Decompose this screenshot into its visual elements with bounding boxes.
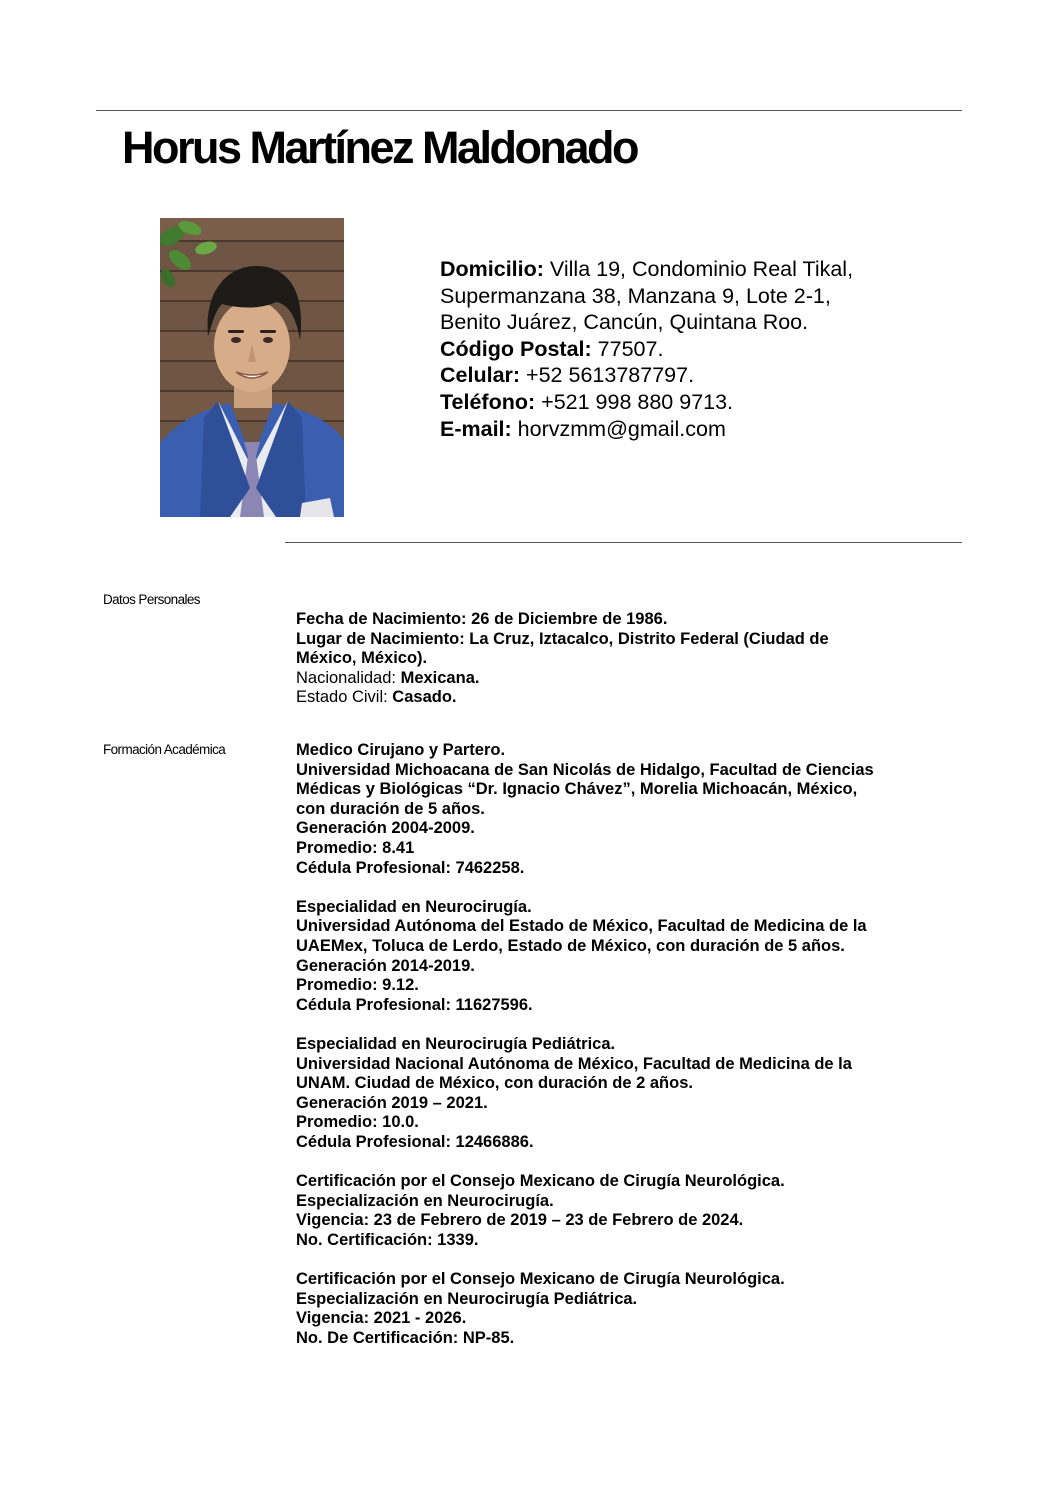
postal-code-value: 77507. [597,336,664,361]
entry-line: Vigencia: 23 de Febrero de 2019 – 23 de Febrero de 2024. [296,1211,744,1230]
academic-entry [296,1172,886,1250]
entry-line: Generación 2004-2009. [296,819,475,838]
entry-line: Especialidad en Neurocirugía Pediátrica. [296,1034,616,1053]
entry-line: Universidad Michoacana de San Nicolás de Hidalgo, Facultad de Ciencias Médicas y Biológicas “Dr. Ignacio Chávez”, Morelia Michoacán, México, con duración de 5 años. [296,760,874,818]
civil-status-row [296,688,886,708]
entry-line: Certificación por el Consejo Mexicano de Cirugía Neurológica. [296,1172,785,1191]
academic-entry [296,1035,886,1153]
entry-line: Medico Cirujano y Partero. [296,741,506,759]
entry-line: Promedio: 9.12. [296,976,419,995]
entry-line: Especialidad en Neurocirugía. [296,897,532,916]
academic-entry [296,898,886,1016]
academic-entries [296,741,886,1368]
email-value: horvzmm@gmail.com [517,416,726,441]
civil-status-value: Casado. [392,688,457,707]
civil-status-label: Estado Civil: [296,688,388,707]
profile-photo [160,218,344,517]
entry-line: Cédula Profesional: 12466886. [296,1132,534,1151]
entry-line: No. De Certificación: NP-85. [296,1328,515,1347]
academic-entry [296,741,886,878]
entry-line: Vigencia: 2021 - 2026. [296,1309,467,1328]
nationality-row [296,669,886,689]
entry-line: Generación 2014-2019. [296,956,475,975]
entry-line: Cédula Profesional: 7462258. [296,858,525,877]
entry-line: Certificación por el Consejo Mexicano de Cirugía Neurológica. [296,1270,785,1289]
birth-place: Lugar de Nacimiento: La Cruz, Iztacalco, Distrito Federal (Ciudad de México, México). [296,629,829,668]
entry-line: No. Certificación: 1339. [296,1230,479,1249]
phone-value: +521 998 880 9713. [541,389,734,414]
entry-line: Promedio: 8.41 [296,838,415,857]
cell-label: Celular: [440,363,521,388]
nationality-label: Nacionalidad: [296,668,396,687]
entry-line: Universidad Nacional Autónoma de México, Facultad de Medicina de la UNAM. Ciudad de México, con duración de 2 años. [296,1054,852,1093]
entry-line: Especialización en Neurocirugía. [296,1191,554,1210]
academic-entry [296,1270,886,1348]
contact-info [440,256,890,442]
entry-line: Especialización en Neurocirugía Pediátrica. [296,1289,638,1308]
personal-section-label: Datos Personales [103,592,200,607]
entry-line: Universidad Autónoma del Estado de México, Facultad de Medicina de la UAEMex, Toluca de Lerdo, Estado de México, con duración de 5 años. [296,917,867,955]
birth-date: Fecha de Nacimiento: 26 de Diciembre de 1986. [296,610,668,628]
phone-label: Teléfono: [440,389,536,414]
address-label: Domicilio: [440,257,544,281]
entry-line: Cédula Profesional: 11627596. [296,995,533,1014]
academic-section-label: Formación Académica [103,742,226,757]
top-divider [96,110,962,111]
page-title: Horus Martínez Maldonado [122,122,638,173]
email-label: E-mail: [440,416,512,441]
section-divider [285,542,962,543]
entry-line: Generación 2019 – 2021. [296,1093,488,1112]
entry-line: Promedio: 10.0. [296,1113,419,1132]
cell-value: +52 5613787797. [526,363,695,388]
nationality-value: Mexicana. [400,668,480,687]
postal-code-label: Código Postal: [440,336,592,361]
address-value: Villa 19, Condominio Real Tikal, Supermanzana 38, Manzana 9, Lote 2-1, Benito Juárez, Cancún, Quintana Roo. [440,257,854,335]
personal-data [296,610,886,708]
